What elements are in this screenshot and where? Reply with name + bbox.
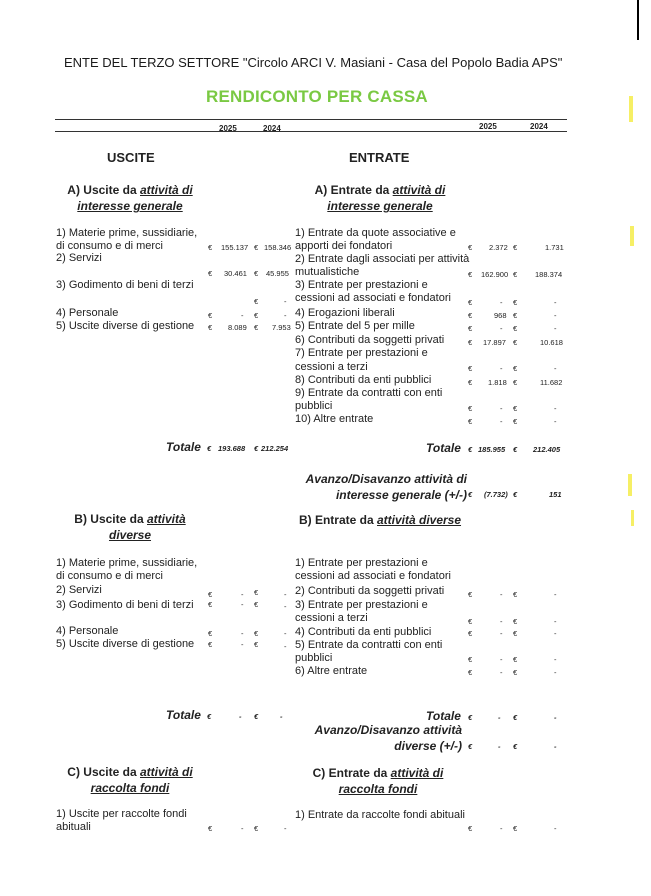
list-item: 8) Contributi da enti pubblici — [295, 374, 432, 386]
totale-uscite-b-label: Totale — [166, 708, 201, 722]
dash: - — [241, 600, 244, 609]
euro-sign: € — [513, 629, 518, 638]
list-item: 3) Entrate per prestazioni e — [295, 279, 428, 291]
euro-sign: € — [513, 364, 518, 373]
dash: - — [284, 311, 287, 320]
euro-sign: € — [208, 600, 213, 609]
dash: - — [554, 404, 557, 413]
dash: - — [500, 364, 503, 373]
euro-sign: € — [468, 270, 473, 279]
dash: - — [284, 642, 287, 651]
dash: - — [500, 324, 503, 333]
list-item: 1) Entrate da raccolte fondi abituali — [295, 809, 465, 821]
euro-sign: € — [208, 590, 213, 599]
list-item: pubblici — [295, 400, 333, 412]
dash: - — [554, 742, 557, 751]
dash: - — [284, 629, 287, 638]
list-item: cessioni a terzi — [295, 612, 368, 624]
dash: - — [498, 742, 501, 751]
euro-sign: € — [207, 712, 212, 721]
euro-sign: € — [254, 269, 259, 278]
highlight-mark — [630, 226, 634, 246]
uscite-heading: USCITE — [107, 150, 155, 165]
value-2024: 1.731 — [545, 243, 564, 252]
dash: - — [239, 712, 242, 721]
euro-sign: € — [208, 824, 213, 833]
dash: - — [284, 297, 287, 306]
scan-edge — [637, 0, 639, 40]
euro-sign: € — [513, 270, 518, 279]
year-2024-right: 2024 — [530, 122, 548, 131]
euro-sign: € — [468, 243, 473, 252]
euro-sign: € — [513, 417, 518, 426]
section-c-entrate-title: C) Entrate da attività di raccolta fondi — [312, 766, 444, 796]
dash: - — [554, 617, 557, 626]
list-item: 1) Entrate da quote associative e — [295, 227, 456, 239]
value-2025: 30.461 — [224, 269, 247, 278]
euro-sign: € — [468, 713, 473, 722]
section-a-uscite-title: A) Uscite da attività di interesse generale — [67, 183, 193, 213]
euro-sign: € — [468, 742, 473, 751]
euro-sign: € — [468, 298, 473, 307]
euro-sign: € — [468, 490, 473, 499]
dash: - — [500, 824, 503, 833]
euro-sign: € — [468, 590, 473, 599]
value-2024: 7.953 — [272, 323, 291, 332]
dash: - — [554, 668, 557, 677]
list-item: 3) Godimento di beni di terzi — [56, 599, 194, 611]
list-item: 4) Erogazioni liberali — [295, 307, 395, 319]
highlight-mark — [631, 510, 634, 526]
list-item: 3) Entrate per prestazioni e — [295, 599, 428, 611]
list-item: apporti dei fondatori — [295, 240, 393, 252]
value-2025: 968 — [494, 311, 507, 320]
euro-sign: € — [254, 640, 259, 649]
list-item: 1) Materie prime, sussidiarie, — [56, 557, 198, 569]
euro-sign: € — [513, 324, 518, 333]
total-entrate-2025: 185.955 — [478, 445, 506, 454]
euro-sign: € — [254, 243, 259, 252]
entrate-heading: ENTRATE — [349, 150, 410, 165]
euro-sign: € — [254, 297, 259, 306]
euro-sign: € — [468, 364, 473, 373]
euro-sign: € — [513, 713, 518, 722]
list-item: 2) Servizi — [56, 584, 102, 596]
euro-sign: € — [513, 378, 518, 387]
section-b-entrate-title: B) Entrate da attività diverse — [298, 513, 462, 527]
list-item: 1) Entrate per prestazioni e — [295, 557, 428, 569]
dash: - — [284, 602, 287, 611]
dash: - — [554, 417, 557, 426]
list-item: di consumo e di merci — [56, 570, 163, 582]
euro-sign: € — [254, 323, 259, 332]
euro-sign: € — [513, 298, 518, 307]
list-item: mutualistiche — [295, 266, 360, 278]
total-uscite-2024: 212.254 — [261, 444, 289, 453]
divider — [55, 131, 567, 132]
highlight-mark — [628, 474, 632, 496]
entity-name: ENTE DEL TERZO SETTORE "Circolo ARCI V. Masiani - Casa del Popolo Badia APS" — [64, 55, 563, 70]
value-2025: 162.900 — [481, 270, 509, 279]
dash: - — [554, 655, 557, 664]
euro-sign: € — [513, 668, 518, 677]
euro-sign: € — [468, 324, 473, 333]
dash: - — [500, 668, 503, 677]
euro-sign: € — [254, 629, 259, 638]
dash: - — [500, 617, 503, 626]
dash: - — [241, 824, 244, 833]
total-entrate-2024: 212.405 — [533, 445, 561, 454]
list-item: pubblici — [295, 652, 333, 664]
euro-sign: € — [513, 742, 518, 751]
dash: - — [241, 640, 244, 649]
dash: - — [498, 713, 501, 722]
euro-sign: € — [468, 617, 473, 626]
divider — [55, 119, 567, 120]
euro-sign: € — [208, 311, 213, 320]
list-item: 5) Entrate del 5 per mille — [295, 320, 415, 332]
euro-sign: € — [208, 269, 213, 278]
dash: - — [500, 417, 503, 426]
totale-entrate-a-label: Totale — [426, 441, 461, 455]
euro-sign: € — [468, 655, 473, 664]
euro-sign: € — [254, 444, 259, 453]
euro-sign: € — [513, 490, 518, 499]
euro-sign: € — [468, 417, 473, 426]
list-item: abituali — [56, 821, 91, 833]
section-a-entrate-title: A) Entrate da attività di interesse generale — [314, 183, 446, 213]
list-item: 6) Contributi da soggetti privati — [295, 334, 445, 346]
dash: - — [554, 590, 557, 599]
dash: - — [284, 824, 287, 833]
dash: - — [284, 590, 287, 599]
euro-sign: € — [468, 629, 473, 638]
euro-sign: € — [208, 629, 213, 638]
dash: - — [554, 311, 557, 320]
euro-sign: € — [513, 824, 518, 833]
euro-sign: € — [208, 640, 213, 649]
value-2024: 45.955 — [266, 269, 289, 278]
list-item: 7) Entrate per prestazioni e — [295, 347, 428, 359]
euro-sign: € — [468, 445, 473, 454]
euro-sign: € — [254, 588, 259, 597]
dash: - — [554, 298, 557, 307]
highlight-mark — [629, 96, 633, 122]
list-item: 5) Uscite diverse di gestione — [56, 638, 195, 650]
euro-sign: € — [468, 668, 473, 677]
euro-sign: € — [208, 323, 213, 332]
value-2024: 158.346 — [264, 243, 292, 252]
euro-sign: € — [468, 404, 473, 413]
list-item: 2) Entrate dagli associati per attività — [295, 253, 470, 265]
avanzo-b-label: Avanzo/Disavanzo attività diverse (+/-) — [314, 723, 462, 753]
dash: - — [280, 712, 283, 721]
year-2025-right: 2025 — [479, 122, 497, 131]
list-item: 5) Entrate da contratti con enti — [295, 639, 443, 651]
list-item: 3) Godimento di beni di terzi — [56, 279, 194, 291]
list-item: cessioni ad associati e fondatori — [295, 570, 451, 582]
euro-sign: € — [468, 824, 473, 833]
euro-sign: € — [513, 590, 518, 599]
list-item: 4) Personale — [56, 625, 119, 637]
dash: - — [554, 713, 557, 722]
dash: - — [241, 311, 244, 320]
dash: - — [554, 364, 557, 373]
euro-sign: € — [513, 404, 518, 413]
list-item: 4) Contributi da enti pubblici — [295, 626, 432, 638]
totale-entrate-b-label: Totale — [426, 709, 461, 723]
dash: - — [500, 298, 503, 307]
list-item: 10) Altre entrate — [295, 413, 374, 425]
euro-sign: € — [468, 338, 473, 347]
euro-sign: € — [208, 243, 213, 252]
dash: - — [554, 324, 557, 333]
total-uscite-2025: 193.688 — [218, 444, 246, 453]
euro-sign: € — [513, 243, 518, 252]
totale-uscite-a-label: Totale — [166, 440, 201, 454]
list-item: 4) Personale — [56, 307, 119, 319]
list-item: 2) Contributi da soggetti privati — [295, 585, 445, 597]
list-item: 1) Materie prime, sussidiarie, — [56, 227, 198, 239]
dash: - — [500, 655, 503, 664]
dash: - — [500, 590, 503, 599]
avanzo-a-label: Avanzo/Disavanzo attività di interesse generale (+/-) — [305, 472, 467, 502]
dash: - — [554, 629, 557, 638]
value-2025: 155.137 — [221, 243, 249, 252]
value-2025: 17.897 — [483, 338, 506, 347]
dash: - — [241, 590, 244, 599]
euro-sign: € — [468, 378, 473, 387]
euro-sign: € — [513, 655, 518, 664]
value-2024: 11.682 — [540, 378, 563, 387]
page-title: RENDICONTO PER CASSA — [206, 87, 428, 106]
list-item: cessioni a terzi — [295, 361, 368, 373]
dash: - — [500, 629, 503, 638]
euro-sign: € — [254, 311, 259, 320]
section-b-uscite-title: B) Uscite da attività diverse — [74, 512, 186, 542]
dash: - — [554, 824, 557, 833]
list-item: 6) Altre entrate — [295, 665, 368, 677]
euro-sign: € — [254, 600, 259, 609]
value-2024: 188.374 — [535, 270, 563, 279]
euro-sign: € — [513, 617, 518, 626]
list-item: 9) Entrate da contratti con enti — [295, 387, 443, 399]
list-item: di consumo e di merci — [56, 240, 163, 252]
avanzo-2025: (7.732) — [484, 490, 508, 499]
section-c-uscite-title: C) Uscite da attività di raccolta fondi — [67, 765, 193, 795]
avanzo-2024: 151 — [549, 490, 562, 499]
euro-sign: € — [513, 311, 518, 320]
dash: - — [241, 629, 244, 638]
list-item: 1) Uscite per raccolte fondi — [56, 808, 187, 820]
euro-sign: € — [207, 444, 212, 453]
euro-sign: € — [254, 824, 259, 833]
value-2025: 8.089 — [228, 323, 247, 332]
value-2024: 10.618 — [540, 338, 563, 347]
year-2025-left: 2025 — [219, 124, 237, 133]
euro-sign: € — [513, 445, 518, 454]
list-item: 2) Servizi — [56, 252, 102, 264]
year-2024-left: 2024 — [263, 124, 281, 133]
euro-sign: € — [468, 311, 473, 320]
value-2025: 2.372 — [489, 243, 508, 252]
dash: - — [500, 404, 503, 413]
value-2025: 1.818 — [488, 378, 507, 387]
list-item: 5) Uscite diverse di gestione — [56, 320, 195, 332]
list-item: cessioni ad associati e fondatori — [295, 292, 451, 304]
euro-sign: € — [254, 712, 259, 721]
euro-sign: € — [513, 338, 518, 347]
